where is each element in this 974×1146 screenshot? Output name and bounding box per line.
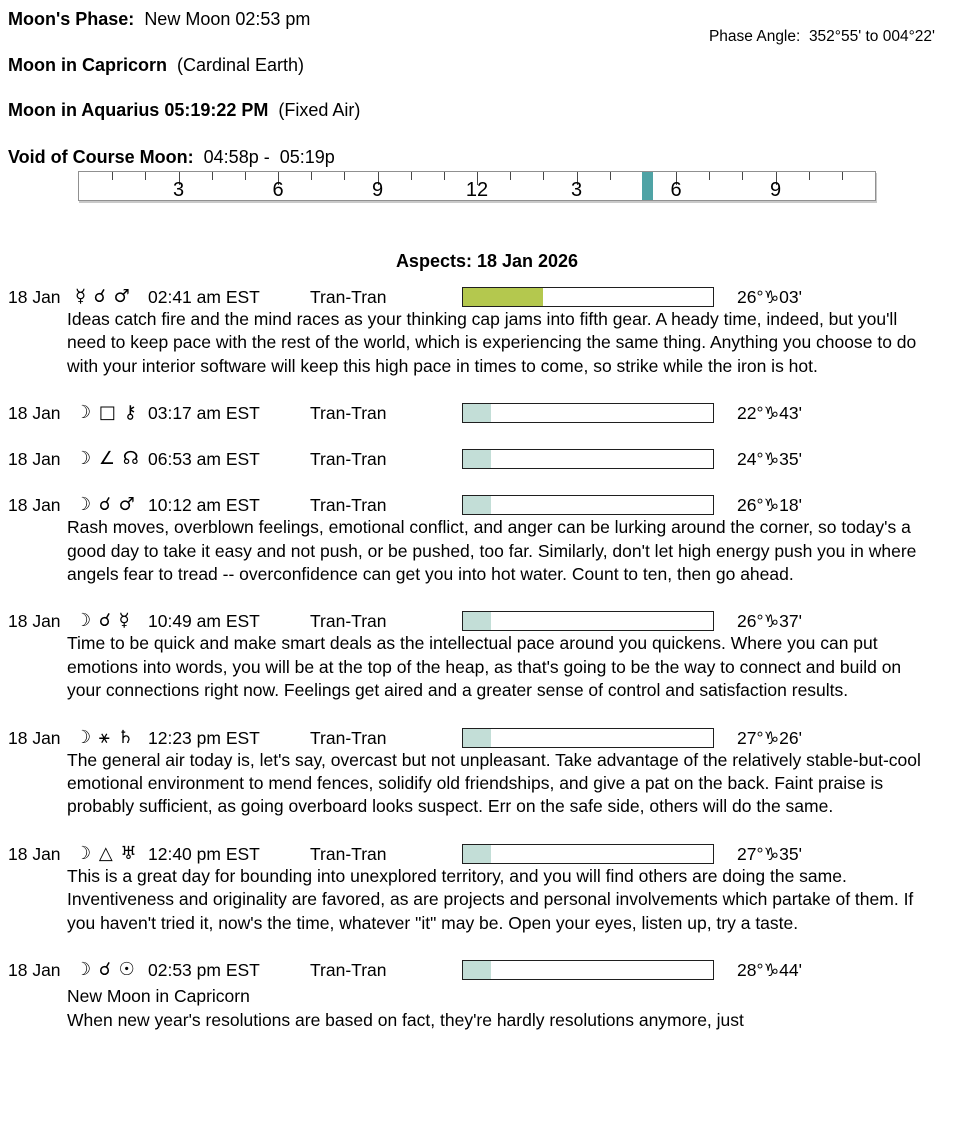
moon-sign-2-note: (Fixed Air) xyxy=(278,100,361,120)
ruler-hour-label: 12 xyxy=(465,179,489,201)
moons-phase-value: New Moon 02:53 pm xyxy=(144,9,311,29)
aspect-row xyxy=(0,494,974,586)
aspect-line xyxy=(8,727,974,749)
aspect-glyphs-icon: ☽ △ ♅ xyxy=(75,842,138,864)
ruler-tick xyxy=(145,172,146,180)
aspect-time: 02:53 pm EST xyxy=(148,960,260,981)
aspects-list xyxy=(0,286,974,1032)
aspect-degree: 28°♑44' xyxy=(737,960,802,981)
aspect-type: Tran-Tran xyxy=(310,727,387,748)
aspect-orb-bar xyxy=(462,449,714,469)
aspect-glyphs-icon: ☽ ☌ ♂ xyxy=(75,494,136,516)
moon-sign-line-2 xyxy=(8,100,974,121)
aspect-date: 18 Jan xyxy=(8,495,61,516)
aspect-degree: 27°♑35' xyxy=(737,843,802,864)
aspect-date: 18 Jan xyxy=(8,960,61,981)
aspect-orb-bar-fill xyxy=(463,450,491,468)
ruler-hour-label: 9 xyxy=(769,179,782,201)
aspect-interpretation: Rash moves, overblown feelings, emotional conflict, and anger can be lurking around the corner, so today's a good day to take it easy and not push, or be pushed, too far. Similarly, don't let high energy push you in where angels fear to tread -- overconfidence can get you into hot water. Count to ten, then go ahead. xyxy=(67,517,917,585)
aspect-orb-bar xyxy=(462,287,714,307)
aspect-orb-bar xyxy=(462,611,714,631)
aspect-glyphs-icon: ☽ ⚹ ♄ xyxy=(75,726,135,748)
aspect-line xyxy=(8,959,974,981)
ruler-tick xyxy=(112,172,113,180)
moons-phase-label: Moon's Phase: xyxy=(8,9,135,29)
aspect-date: 18 Jan xyxy=(8,843,61,864)
aspect-degree: 27°♑26' xyxy=(737,727,802,748)
aspect-orb-bar xyxy=(462,403,714,423)
moon-sign-1-note: (Cardinal Earth) xyxy=(177,55,305,75)
aspect-degree: 26°♑03' xyxy=(737,287,802,307)
aspect-time: 12:23 pm EST xyxy=(148,727,260,748)
aspect-type: Tran-Tran xyxy=(310,287,387,307)
aspect-orb-bar-fill xyxy=(463,496,491,514)
ruler-tick xyxy=(709,172,710,180)
aspect-line xyxy=(8,448,974,470)
aspect-date: 18 Jan xyxy=(8,403,61,424)
aspect-orb-bar xyxy=(462,495,714,515)
aspect-note: New Moon in Capricorn xyxy=(67,986,250,1007)
aspect-glyphs-icon: ☿ ☌ ♂ xyxy=(75,286,131,307)
aspect-time: 03:17 am EST xyxy=(148,403,260,424)
void-label: Void of Course Moon: xyxy=(8,147,194,167)
ruler-tick xyxy=(610,172,611,180)
aspect-orb-bar xyxy=(462,728,714,748)
aspect-date: 18 Jan xyxy=(8,611,61,632)
ruler-hour-label: 3 xyxy=(172,179,185,201)
aspect-row xyxy=(0,610,974,702)
aspect-glyphs-icon: ☽ ∠ ☊ xyxy=(75,448,140,470)
aspect-orb-bar-fill xyxy=(463,729,491,747)
aspect-glyphs-icon: ☽ ☌ ☉ xyxy=(75,959,136,981)
aspect-orb-bar-fill xyxy=(463,961,491,979)
aspect-row xyxy=(0,286,974,378)
aspect-row xyxy=(0,727,974,819)
aspect-type: Tran-Tran xyxy=(310,495,387,516)
aspect-orb-bar xyxy=(462,960,714,980)
ruler-tick xyxy=(344,172,345,180)
ruler-tick xyxy=(809,172,810,180)
aspect-time: 02:41 am EST xyxy=(148,287,260,307)
void-of-course-line xyxy=(8,147,974,168)
moon-sign-2: Moon in Aquarius 05:19:22 PM xyxy=(8,100,269,120)
aspect-orb-bar-fill xyxy=(463,612,491,630)
aspect-interpretation: This is a great day for bounding into unexplored territory, and you will find others are doing the same. Inventiveness and originality are favored, as are projects and personal involvements which partake of them. If you haven't tried it, now's the time, whatever "it" may be. Open your eyes, listen up, try a taste. xyxy=(67,865,914,933)
voc-24h-ruler xyxy=(78,171,876,201)
ruler-tick xyxy=(742,172,743,180)
aspect-degree: 22°♑43' xyxy=(737,403,802,424)
aspect-interpretation: When new year's resolutions are based on fact, they're hardly resolutions anymore, just xyxy=(67,1009,744,1030)
aspect-orb-bar-fill xyxy=(463,288,543,306)
ruler-tick xyxy=(543,172,544,180)
aspect-type: Tran-Tran xyxy=(310,960,387,981)
aspect-date: 18 Jan xyxy=(8,287,61,307)
aspect-interpretation: Time to be quick and make smart deals as the intellectual pace around you quickens. Where you can put emotions into words, you will be at the top of the heap, as that's going to be the way to connect and build on your connections right now. Feelings get aired and a greater sense of control and satisfaction results. xyxy=(67,633,902,701)
ruler-tick xyxy=(444,172,445,180)
void-period-marker xyxy=(642,172,654,200)
aspect-row xyxy=(0,959,974,1032)
aspect-line xyxy=(8,286,974,308)
aspect-degree: 26°♑37' xyxy=(737,611,802,632)
ruler-tick xyxy=(245,172,246,180)
phase-angle-label: Phase Angle: xyxy=(708,28,801,45)
aspect-orb-bar-fill xyxy=(463,845,491,863)
aspect-orb-bar-fill xyxy=(463,404,491,422)
aspect-row xyxy=(0,448,974,470)
aspect-date: 18 Jan xyxy=(8,449,61,470)
ruler-hour-label: 6 xyxy=(670,179,682,201)
aspect-line xyxy=(8,843,974,865)
aspect-interpretation: Ideas catch fire and the mind races as your thinking cap jams into fifth gear. A heady time, indeed, but you'll need to keep pace with the rest of the world, which is experiencing the same thing. Anything you choose to do with your interior software will keep this high pace in times to come, so strike while the iron is hot. xyxy=(67,309,917,376)
aspect-orb-bar xyxy=(462,844,714,864)
aspect-type: Tran-Tran xyxy=(310,611,387,632)
ruler-hour-label: 9 xyxy=(371,179,384,201)
aspect-line xyxy=(8,494,974,516)
aspects-title: Aspects: 18 Jan 2026 xyxy=(395,251,579,271)
aspect-line xyxy=(8,610,974,632)
aspect-time: 12:40 pm EST xyxy=(148,843,260,864)
phase-angle xyxy=(700,10,935,46)
aspect-type: Tran-Tran xyxy=(310,843,387,864)
ruler-tick xyxy=(842,172,843,180)
ruler-tick xyxy=(411,172,412,180)
aspect-type: Tran-Tran xyxy=(310,449,387,470)
aspect-glyphs-icon: ☽ ☌ ☿ xyxy=(75,610,131,632)
aspect-type: Tran-Tran xyxy=(310,403,387,424)
aspect-glyphs-icon: ☽ □ ⚷ xyxy=(75,402,138,424)
aspect-degree: 24°♑35' xyxy=(737,449,802,470)
aspect-degree: 26°♑18' xyxy=(737,495,802,516)
aspect-row xyxy=(0,402,974,424)
ruler-hour-label: 6 xyxy=(272,179,284,201)
moon-sign-1: Moon in Capricorn xyxy=(8,55,167,75)
aspect-interpretation: The general air today is, let's say, overcast but not unpleasant. Take advantage of the relatively stable-but-cool emotional environment to mend fences, solidify old friendships, and give a pat on the back. Faint praise is probably sufficient, as going overboard looks suspect. Err on the safe side, others will do the same. xyxy=(67,749,921,817)
ruler-hour-label: 3 xyxy=(570,179,583,201)
aspect-date: 18 Jan xyxy=(8,727,61,748)
aspect-line xyxy=(8,402,974,424)
moon-sign-line-1 xyxy=(8,55,974,76)
aspect-time: 10:49 am EST xyxy=(148,611,260,632)
aspect-row xyxy=(0,843,974,935)
ruler-tick xyxy=(510,172,511,180)
aspect-time: 06:53 am EST xyxy=(148,449,260,470)
phase-angle-value: 352°55' to 004°22' xyxy=(808,28,935,45)
aspect-time: 10:12 am EST xyxy=(148,495,260,516)
ruler-tick xyxy=(212,172,213,180)
void-value: 04:58p - 05:19p xyxy=(203,147,335,167)
ruler-tick xyxy=(311,172,312,180)
